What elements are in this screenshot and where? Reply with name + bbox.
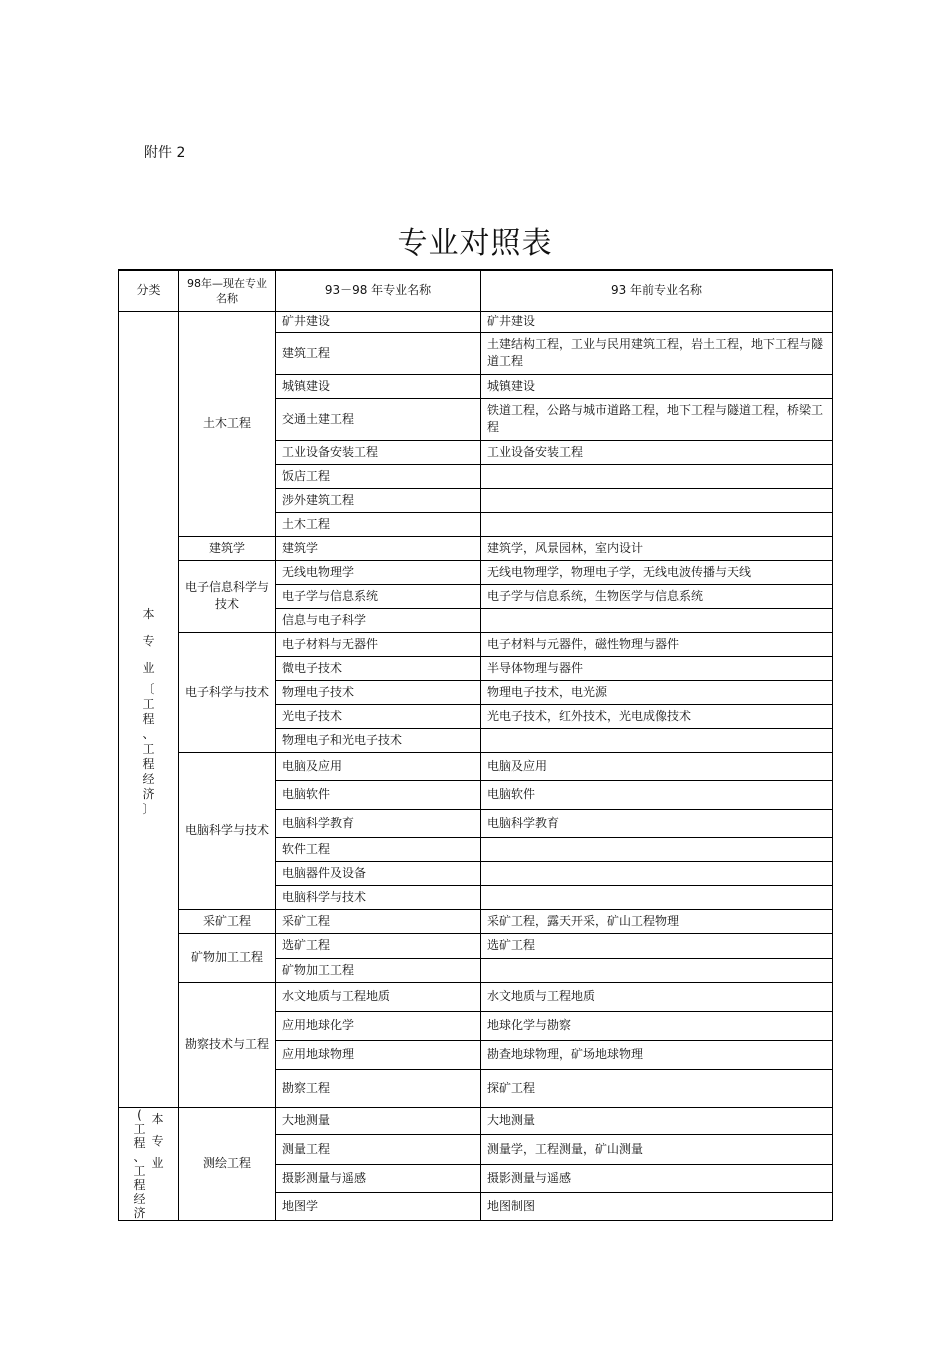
- attachment-label: 附件 2: [144, 145, 186, 161]
- table-row: [119, 933, 833, 958]
- major-93-98-cell: 建筑工程: [276, 332, 481, 374]
- header-93-98-major: 93－98 年专业名称: [276, 270, 481, 311]
- major-pre-93-cell: 摄影测量与遥感: [481, 1164, 833, 1192]
- current-major-cell: 矿物加工工程: [179, 933, 276, 982]
- major-pre-93-cell: 光电子技术，红外技术，光电成像技术: [481, 704, 833, 728]
- major-pre-93-cell: 电子学与信息系统，生物医学与信息系统: [481, 584, 833, 608]
- major-93-98-cell: 无线电物理学: [276, 560, 481, 584]
- major-93-98-cell: 土木工程: [276, 512, 481, 536]
- header-current-major: 98年—现在专业名称: [179, 270, 276, 311]
- major-pre-93-cell: 地图制图: [481, 1192, 833, 1220]
- category-cell-2: [119, 1107, 179, 1220]
- major-pre-93-cell: 电脑科学教育: [481, 809, 833, 837]
- major-pre-93-cell: 水文地质与工程地质: [481, 982, 833, 1011]
- header-pre-93-major: 93 年前专业名称: [481, 270, 833, 311]
- major-93-98-cell: 建筑学: [276, 536, 481, 560]
- category-label: 本 专 业 〔 工 程 、 工 程 经 济 〕: [142, 607, 155, 816]
- table-row: [119, 752, 833, 780]
- major-pre-93-cell: [481, 728, 833, 752]
- current-major-cell: 电子科学与技术: [179, 632, 276, 752]
- major-93-98-cell: 物理电子技术: [276, 680, 481, 704]
- current-major-cell: 勘察技术与工程: [179, 982, 276, 1107]
- major-93-98-cell: 电脑科学与技术: [276, 885, 481, 909]
- major-93-98-cell: 勘察工程: [276, 1069, 481, 1107]
- major-pre-93-cell: 电子材料与元器件，磁性物理与器件: [481, 632, 833, 656]
- current-major-cell: 土木工程: [179, 311, 276, 536]
- major-pre-93-cell: 半导体物理与器件: [481, 656, 833, 680]
- category-label-2: ( 工 程 、 工 程 经 济 本 专 业: [133, 1107, 164, 1220]
- major-93-98-cell: 信息与电子科学: [276, 608, 481, 632]
- major-93-98-cell: 矿井建设: [276, 311, 481, 332]
- major-93-98-cell: 采矿工程: [276, 909, 481, 933]
- major-pre-93-cell: [481, 837, 833, 861]
- major-pre-93-cell: 电脑软件: [481, 780, 833, 809]
- current-major-cell: 采矿工程: [179, 909, 276, 933]
- major-pre-93-cell: 土建结构工程，工业与民用建筑工程，岩土工程，地下工程与隧道工程: [481, 332, 833, 374]
- major-pre-93-cell: [481, 958, 833, 982]
- major-93-98-cell: 大地测量: [276, 1107, 481, 1135]
- major-pre-93-cell: 建筑学，风景园林，室内设计: [481, 536, 833, 560]
- current-major-cell: 电脑科学与技术: [179, 752, 276, 909]
- major-93-98-cell: 光电子技术: [276, 704, 481, 728]
- major-93-98-cell: 应用地球化学: [276, 1011, 481, 1040]
- table-row: [119, 536, 833, 560]
- major-93-98-cell: 交通土建工程: [276, 398, 481, 440]
- major-93-98-cell: 电脑及应用: [276, 752, 481, 780]
- major-93-98-cell: 电脑科学教育: [276, 809, 481, 837]
- major-comparison-table: [118, 269, 833, 1221]
- major-93-98-cell: 摄影测量与遥感: [276, 1164, 481, 1192]
- major-pre-93-cell: [481, 512, 833, 536]
- current-major-cell: 建筑学: [179, 536, 276, 560]
- major-93-98-cell: 电脑器件及设备: [276, 861, 481, 885]
- major-93-98-cell: 工业设备安装工程: [276, 440, 481, 464]
- major-pre-93-cell: [481, 608, 833, 632]
- major-pre-93-cell: 地球化学与勘察: [481, 1011, 833, 1040]
- major-93-98-cell: 地图学: [276, 1192, 481, 1220]
- major-pre-93-cell: 城镇建设: [481, 374, 833, 398]
- major-pre-93-cell: 铁道工程，公路与城市道路工程，地下工程与隧道工程，桥梁工程: [481, 398, 833, 440]
- major-pre-93-cell: 测量学，工程测量，矿山测量: [481, 1135, 833, 1164]
- major-pre-93-cell: 矿井建设: [481, 311, 833, 332]
- major-pre-93-cell: [481, 861, 833, 885]
- major-pre-93-cell: 勘查地球物理，矿场地球物理: [481, 1040, 833, 1069]
- major-93-98-cell: 水文地质与工程地质: [276, 982, 481, 1011]
- table-row: [119, 560, 833, 584]
- major-pre-93-cell: 采矿工程，露天开采，矿山工程物理: [481, 909, 833, 933]
- major-pre-93-cell: 探矿工程: [481, 1069, 833, 1107]
- table-row: [119, 632, 833, 656]
- major-pre-93-cell: [481, 488, 833, 512]
- major-93-98-cell: 物理电子和光电子技术: [276, 728, 481, 752]
- category-cell: [119, 311, 179, 1107]
- major-93-98-cell: 涉外建筑工程: [276, 488, 481, 512]
- table-row: [119, 982, 833, 1011]
- current-major-cell: 电子信息科学与技术: [179, 560, 276, 632]
- major-93-98-cell: 城镇建设: [276, 374, 481, 398]
- major-93-98-cell: 饭店工程: [276, 464, 481, 488]
- major-93-98-cell: 应用地球物理: [276, 1040, 481, 1069]
- major-pre-93-cell: 无线电物理学，物理电子学，无线电波传播与天线: [481, 560, 833, 584]
- major-pre-93-cell: 选矿工程: [481, 933, 833, 958]
- table-header-row: [119, 270, 833, 311]
- major-93-98-cell: 选矿工程: [276, 933, 481, 958]
- major-pre-93-cell: [481, 885, 833, 909]
- major-pre-93-cell: 工业设备安装工程: [481, 440, 833, 464]
- major-pre-93-cell: [481, 464, 833, 488]
- document-title: 专业对照表: [397, 226, 553, 261]
- table-row: [119, 1107, 833, 1135]
- major-93-98-cell: 电子学与信息系统: [276, 584, 481, 608]
- major-93-98-cell: 矿物加工工程: [276, 958, 481, 982]
- table-row: [119, 311, 833, 332]
- major-93-98-cell: 微电子技术: [276, 656, 481, 680]
- header-category: 分类: [119, 270, 179, 311]
- major-pre-93-cell: 大地测量: [481, 1107, 833, 1135]
- major-93-98-cell: 电子材料与无器件: [276, 632, 481, 656]
- major-pre-93-cell: 物理电子技术，电光源: [481, 680, 833, 704]
- major-pre-93-cell: 电脑及应用: [481, 752, 833, 780]
- current-major-cell: 测绘工程: [179, 1107, 276, 1220]
- table-row: [119, 909, 833, 933]
- major-93-98-cell: 电脑软件: [276, 780, 481, 809]
- major-93-98-cell: 测量工程: [276, 1135, 481, 1164]
- major-93-98-cell: 软件工程: [276, 837, 481, 861]
